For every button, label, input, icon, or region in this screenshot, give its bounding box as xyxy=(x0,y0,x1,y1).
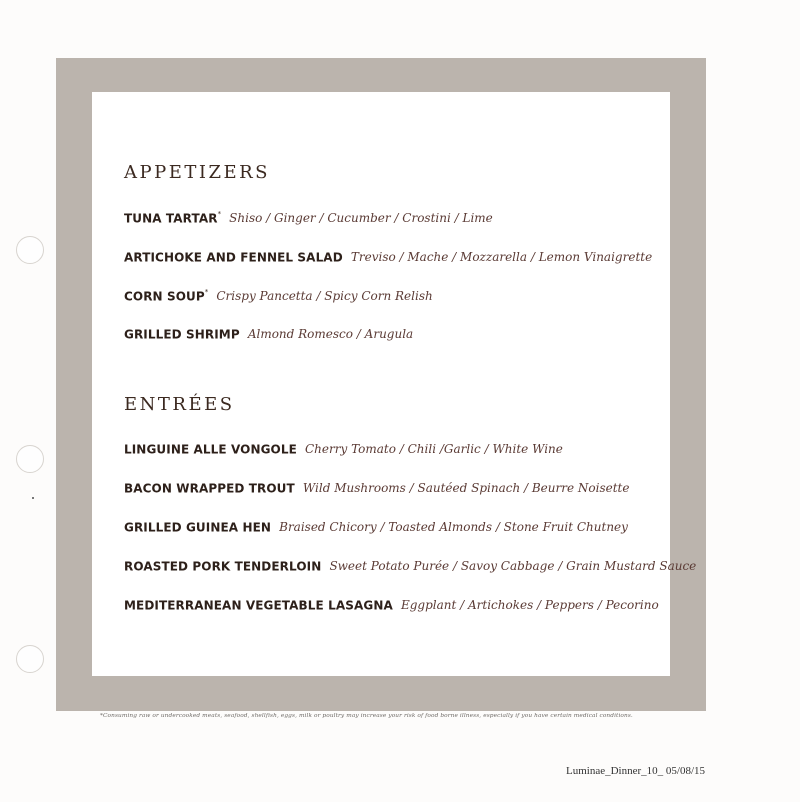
binder-hole-top xyxy=(16,236,44,264)
item-description: Sweet Potato Purée / Savoy Cabbage / Grain Mustard Sauce xyxy=(329,559,697,574)
menu-item-grilled-guinea-hen xyxy=(124,514,628,536)
scan-speck xyxy=(32,497,34,499)
item-name: LINGUINE ALLE VONGOLE xyxy=(124,442,297,457)
section-title-entrees: ENTRÉES xyxy=(124,394,235,415)
binder-hole-middle xyxy=(16,445,44,473)
item-name: GRILLED GUINEA HEN xyxy=(124,520,272,535)
menu-item-artichoke-fennel-salad xyxy=(124,244,652,266)
menu-card xyxy=(92,92,697,676)
item-description: Braised Chicory / Toasted Almonds / Stone Fruit Chutney xyxy=(279,520,628,535)
menu-item-grilled-shrimp xyxy=(124,321,413,343)
item-description: Crispy Pancetta / Spicy Corn Relish xyxy=(216,289,433,304)
food-safety-disclaimer: *Consuming raw or undercooked meats, seafood, shellfish, eggs, milk or poultry may increase your risk of food borne illness, especially if you have certain medical conditions. xyxy=(100,713,633,719)
item-mark: * xyxy=(204,288,209,296)
item-name: GRILLED SHRIMP xyxy=(124,327,240,342)
item-name: BACON WRAPPED TROUT xyxy=(124,481,295,496)
menu-item-corn-soup xyxy=(124,283,433,305)
menu-item-linguine xyxy=(124,436,563,458)
menu-item-roasted-pork-tenderloin xyxy=(124,553,696,575)
item-description: Treviso / Mache / Mozzarella / Lemon Vinaigrette xyxy=(350,250,653,265)
item-description: Eggplant / Artichokes / Peppers / Pecorino xyxy=(400,598,659,613)
item-description: Shiso / Ginger / Cucumber / Crostini / Lime xyxy=(229,211,493,226)
item-name: ROASTED PORK TENDERLOIN xyxy=(124,559,322,574)
binder-hole-bottom xyxy=(16,645,44,673)
item-name: TUNA TARTAR xyxy=(124,211,218,226)
item-mark: * xyxy=(217,210,222,218)
item-name: ARTICHOKE AND FENNEL SALAD xyxy=(124,250,343,265)
menu-item-bacon-wrapped-trout xyxy=(124,475,629,497)
menu-item-vegetable-lasagna xyxy=(124,592,659,614)
section-title-appetizers: APPETIZERS xyxy=(124,162,271,183)
menu-item-tuna-tartar xyxy=(124,205,493,227)
item-description: Almond Romesco / Arugula xyxy=(247,327,414,342)
item-name: MEDITERRANEAN VEGETABLE LASAGNA xyxy=(124,598,393,613)
item-description: Wild Mushrooms / Sautéed Spinach / Beurre Noisette xyxy=(302,481,630,496)
item-name: CORN SOUP xyxy=(124,289,205,304)
item-description: Cherry Tomato / Chili /Garlic / White Wine xyxy=(305,442,563,457)
document-id: Luminae_Dinner_10_ 05/08/15 xyxy=(566,765,706,777)
